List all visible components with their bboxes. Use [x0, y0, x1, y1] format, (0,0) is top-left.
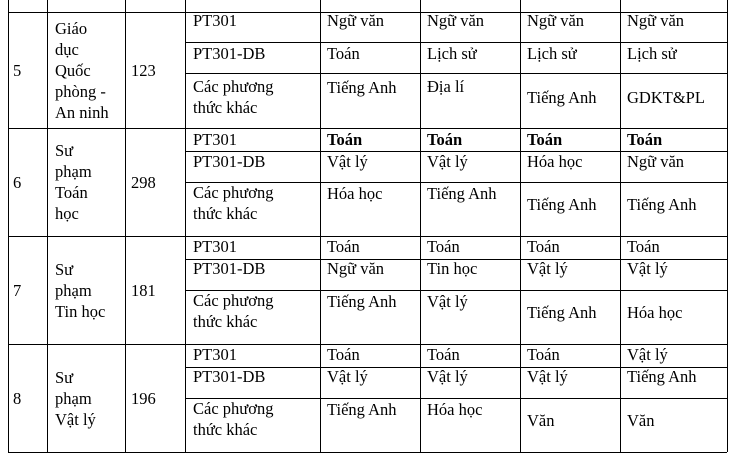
- subject-cell: Toán: [527, 130, 563, 149]
- subject-cell: Ngữ văn: [327, 11, 385, 30]
- subject-cell: Lịch sử: [527, 44, 577, 63]
- method-label: thức khác: [193, 420, 258, 439]
- subject-cell: Tiếng Anh: [527, 303, 597, 322]
- major-name-line: phòng -: [55, 81, 106, 101]
- subject-cell: Văn: [527, 411, 555, 430]
- subject-cell: Lịch sử: [427, 44, 477, 63]
- major-name-line: học: [55, 204, 79, 223]
- method-label: thức khác: [193, 204, 258, 223]
- major-name-line: Vật lý: [55, 409, 96, 429]
- major-name-line: Tin học: [55, 301, 106, 321]
- subject-cell: Vật lý: [527, 259, 568, 278]
- subject-cell: Tiếng Anh: [627, 367, 697, 386]
- subject-cell: Toán: [327, 345, 360, 364]
- method-label: PT301-DB: [193, 152, 266, 171]
- major-name-cell: [55, 236, 105, 344]
- subject-cell: Toán: [427, 237, 460, 256]
- major-name-cell: [55, 128, 92, 236]
- quota-value: 298: [131, 172, 156, 192]
- major-name-cell: [55, 12, 109, 128]
- row-number-cell: [13, 12, 21, 128]
- method-label: Các phương: [193, 183, 274, 202]
- subject-cell: Lịch sử: [627, 44, 677, 63]
- subject-cell: Tiếng Anh: [627, 195, 697, 214]
- subject-cell: Vật lý: [627, 259, 668, 278]
- subject-cell: Ngữ văn: [427, 11, 485, 30]
- row-number-cell: [13, 236, 21, 344]
- subject-cell: Vật lý: [527, 367, 568, 386]
- subject-cell: Hóa học: [327, 184, 383, 203]
- major-name-line: Giáo: [55, 18, 88, 38]
- method-label: PT301: [193, 237, 238, 256]
- major-name-line: phạm: [55, 280, 92, 300]
- major-name-cell: [55, 344, 96, 452]
- major-name-line: dục: [55, 39, 79, 59]
- major-name-line: An ninh: [55, 102, 109, 122]
- subject-cell: Toán: [527, 345, 560, 364]
- method-label: thức khác: [193, 312, 258, 331]
- subject-cell: Toán: [327, 44, 360, 63]
- quota-value: 196: [131, 388, 156, 408]
- subject-cell: GDKT&PL: [627, 88, 705, 107]
- subject-cell: Ngữ văn: [527, 11, 585, 30]
- subject-cell: Tiếng Anh: [527, 88, 597, 107]
- subject-cell: Ngữ văn: [627, 11, 685, 30]
- subject-cell: Toán: [527, 237, 560, 256]
- major-name-line: phạm: [55, 162, 92, 181]
- method-label: Các phương: [193, 77, 274, 96]
- quota-cell: [131, 344, 156, 452]
- subject-cell: Toán: [327, 130, 363, 149]
- subject-cell: Toán: [427, 345, 460, 364]
- row-number: 7: [13, 280, 22, 300]
- subject-cell: Toán: [427, 130, 463, 149]
- row-number: 8: [13, 388, 22, 408]
- subject-cell: Tin học: [427, 259, 478, 278]
- row-number: 6: [13, 172, 22, 192]
- row-number-cell: [13, 128, 21, 236]
- subject-cell: Vật lý: [327, 152, 368, 171]
- major-name-line: Sư: [55, 367, 74, 387]
- subject-cell: Ngữ văn: [627, 152, 685, 171]
- method-label: PT301-DB: [193, 44, 266, 63]
- subject-cell: Tiếng Anh: [427, 184, 497, 203]
- subject-cell: Toán: [627, 237, 660, 256]
- subject-cell: Toán: [627, 130, 663, 149]
- method-label: PT301-DB: [193, 367, 266, 386]
- method-label: thức khác: [193, 98, 258, 117]
- quota-cell: [131, 128, 156, 236]
- method-label: Các phương: [193, 399, 274, 418]
- subject-cell: Tiếng Anh: [527, 195, 597, 214]
- major-name-line: Toán: [55, 183, 88, 202]
- method-label: PT301: [193, 11, 238, 30]
- row-number: 5: [13, 60, 22, 80]
- subject-cell: Hóa học: [527, 152, 583, 171]
- quota-value: 123: [131, 60, 156, 80]
- subject-cell: Hóa học: [427, 400, 483, 419]
- quota-value: 181: [131, 280, 156, 300]
- quota-cell: [131, 12, 156, 128]
- major-name-line: Quốc: [55, 60, 91, 80]
- major-name-line: phạm: [55, 388, 92, 408]
- subject-cell: Vật lý: [427, 292, 468, 311]
- subject-cell: Vật lý: [427, 367, 468, 386]
- subject-cell: Ngữ văn: [327, 259, 385, 278]
- subject-cell: Tiếng Anh: [327, 292, 397, 311]
- major-name-line: Sư: [55, 141, 74, 160]
- subject-cell: Tiếng Anh: [327, 78, 397, 97]
- method-label: Các phương: [193, 291, 274, 310]
- method-label: PT301-DB: [193, 259, 266, 278]
- subject-cell: Tiếng Anh: [327, 400, 397, 419]
- subject-cell: Toán: [327, 237, 360, 256]
- subject-cell: Địa lí: [427, 77, 465, 96]
- subject-cell: Hóa học: [627, 303, 683, 322]
- quota-cell: [131, 236, 156, 344]
- subject-cell: Vật lý: [327, 367, 368, 386]
- subject-cell: Vật lý: [627, 345, 668, 364]
- method-label: PT301: [193, 345, 238, 364]
- method-label: PT301: [193, 130, 238, 149]
- major-name-line: Sư: [55, 259, 74, 279]
- row-number-cell: [13, 344, 21, 452]
- subject-cell: Văn: [627, 411, 655, 430]
- subject-cell: Vật lý: [427, 152, 468, 171]
